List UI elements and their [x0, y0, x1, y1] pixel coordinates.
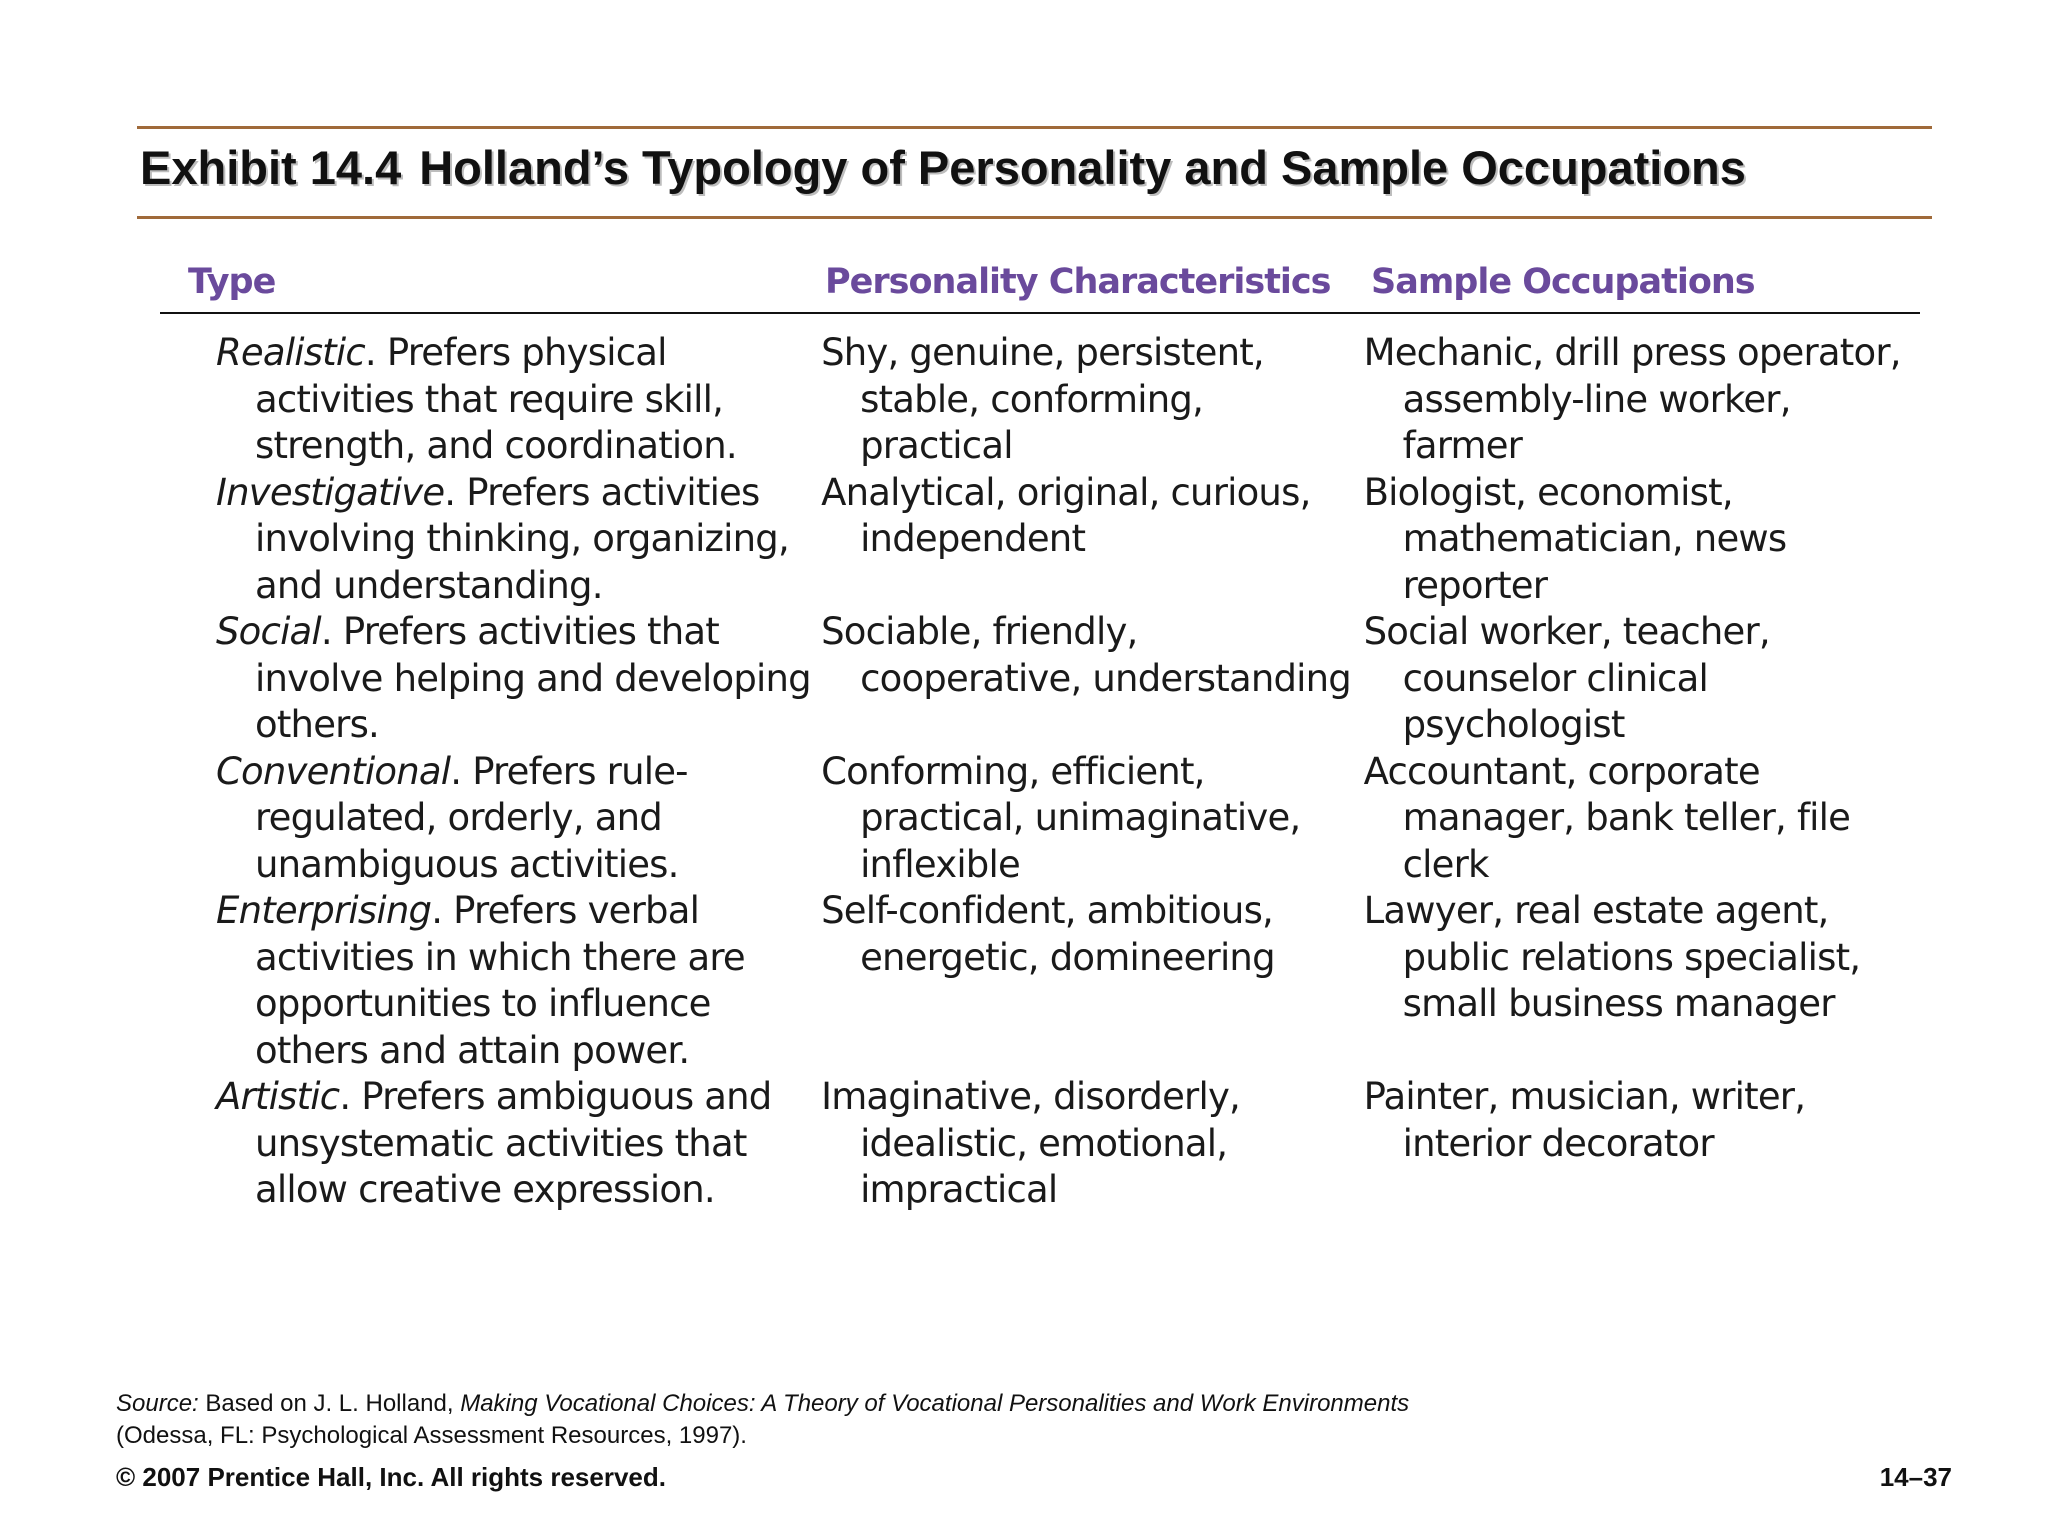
type-cell	[188, 749, 821, 889]
header-type: Type	[188, 262, 276, 302]
source-label: Source:	[116, 1390, 199, 1417]
exhibit-number: Exhibit 14.4	[140, 141, 402, 194]
characteristics-cell: Self-confident, ambitious, energetic, domineering	[821, 889, 1275, 979]
exhibit-title: Holland’s Typology of Personality and Sample Occupations	[419, 141, 1746, 194]
type-description: . Prefers ambiguous and unsystematic activities that allow creative expression.	[255, 1075, 772, 1211]
characteristics-cell: Conforming, efficient, practical, unimaginative, inflexible	[821, 749, 1301, 886]
typology-table	[160, 254, 1920, 1214]
table-row	[160, 609, 1920, 749]
type-name: Artistic	[216, 1075, 340, 1118]
characteristics-cell: Shy, genuine, persistent, stable, conforming, practical	[821, 331, 1264, 467]
source-book-title: Making Vocational Choices: A Theory of Vocational Personalities and Work Environments	[460, 1390, 1410, 1417]
table-row	[160, 1074, 1920, 1214]
slide-title	[140, 140, 1940, 195]
characteristics-cell: Analytical, original, curious, independent	[821, 470, 1311, 560]
occupations-cell: Accountant, corporate manager, bank teller, file clerk	[1363, 749, 1851, 886]
table-row	[160, 749, 1920, 889]
title-top-rule	[137, 126, 1932, 129]
header-characteristics: Personality Characteristics	[825, 262, 1331, 302]
type-description: . Prefers physical activities that require skill, strength, and coordination.	[255, 331, 737, 467]
type-description: . Prefers activities that involve helping and developing others.	[255, 610, 811, 746]
type-name: Investigative	[216, 470, 445, 514]
table-header	[160, 254, 1920, 314]
table-row	[160, 888, 1920, 1074]
occupations-cell: Lawyer, real estate agent, public relations specialist, small business manager	[1363, 889, 1861, 1025]
type-cell	[188, 470, 821, 610]
characteristics-cell: Imaginative, disorderly, idealistic, emotional, impractical	[821, 1075, 1241, 1211]
source-pre: Based on J. L. Holland,	[198, 1390, 461, 1417]
source-post: (Odessa, FL: Psychological Assessment Resources, 1997).	[116, 1422, 747, 1449]
characteristics-cell: Sociable, friendly, cooperative, understanding	[821, 610, 1351, 700]
table-row	[160, 330, 1920, 470]
type-name: Conventional	[216, 749, 451, 793]
page-number: 14–37	[1879, 1462, 1952, 1492]
type-cell	[188, 609, 821, 749]
source-citation	[116, 1388, 1416, 1452]
table-row	[160, 470, 1920, 610]
type-name: Social	[216, 610, 321, 653]
copyright-notice: © 2007 Prentice Hall, Inc. All rights reserved.	[116, 1462, 666, 1492]
type-description: . Prefers activities involving thinking, organizing, and understanding.	[255, 470, 789, 607]
type-name: Realistic	[216, 331, 365, 374]
type-description: . Prefers verbal activities in which there are opportunities to influence others and attain power.	[255, 889, 745, 1072]
header-occupations: Sample Occupations	[1371, 262, 1755, 302]
title-bottom-rule	[137, 216, 1932, 219]
occupations-cell: Painter, musician, writer, interior decorator	[1363, 1075, 1806, 1165]
type-description: . Prefers rule-regulated, orderly, and unambiguous activities.	[255, 749, 688, 886]
type-name: Enterprising	[216, 889, 432, 932]
type-cell	[188, 888, 821, 1074]
occupations-cell: Social worker, teacher, counselor clinical psychologist	[1363, 610, 1770, 746]
type-cell	[188, 1074, 821, 1214]
type-cell	[188, 330, 821, 470]
table-body	[160, 314, 1920, 1214]
occupations-cell: Biologist, economist, mathematician, news reporter	[1363, 470, 1787, 607]
occupations-cell: Mechanic, drill press operator, assembly-line worker, farmer	[1363, 331, 1901, 467]
